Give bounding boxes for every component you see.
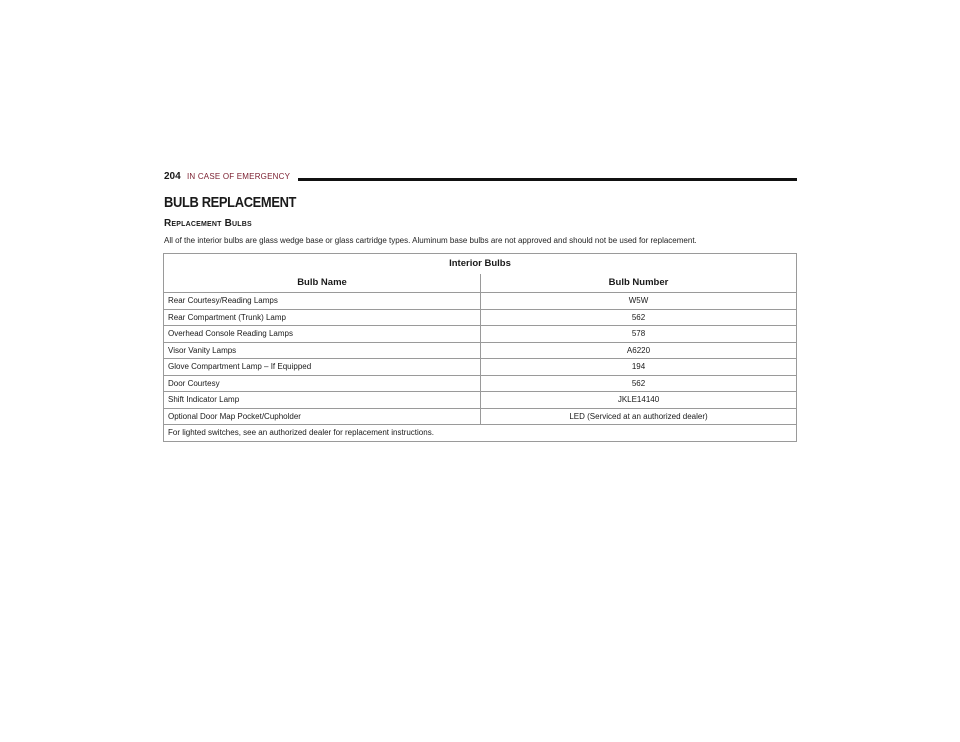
interior-bulbs-table (163, 253, 797, 442)
table-row (164, 392, 797, 409)
table-row (164, 293, 797, 310)
column-header-bulb-name: Bulb Name (164, 274, 481, 293)
table-row (164, 342, 797, 359)
bulb-number-cell: JKLE14140 (481, 392, 797, 409)
table-footnote: For lighted switches, see an authorized dealer for replacement instructions. (164, 425, 797, 442)
bulb-number-cell: A6220 (481, 342, 797, 359)
bulb-name-cell: Rear Courtesy/Reading Lamps (164, 293, 481, 310)
subsection-title: Replacement Bulbs (164, 218, 252, 229)
bulb-name-cell: Door Courtesy (164, 375, 481, 392)
table-row (164, 326, 797, 343)
page-number: 204 (164, 171, 181, 182)
bulb-number-cell: 578 (481, 326, 797, 343)
table-footnote-row (164, 425, 797, 442)
header-rule (298, 178, 797, 181)
table-title-row (164, 254, 797, 275)
bulb-number-cell: W5W (481, 293, 797, 310)
column-header-bulb-number: Bulb Number (481, 274, 797, 293)
bulb-number-cell: 562 (481, 309, 797, 326)
table-header-row (164, 274, 797, 293)
table-row (164, 375, 797, 392)
bulb-name-cell: Shift Indicator Lamp (164, 392, 481, 409)
bulb-name-cell: Optional Door Map Pocket/Cupholder (164, 408, 481, 425)
table-row (164, 309, 797, 326)
bulb-name-cell: Rear Compartment (Trunk) Lamp (164, 309, 481, 326)
page-header (164, 171, 797, 187)
bulb-name-cell: Visor Vanity Lamps (164, 342, 481, 359)
table-row (164, 408, 797, 425)
intro-paragraph: All of the interior bulbs are glass wedge base or glass cartridge types. Aluminum base bulbs are not approved and should not be used for replacement. (164, 236, 697, 245)
table-title: Interior Bulbs (164, 254, 797, 275)
bulb-name-cell: Glove Compartment Lamp – If Equipped (164, 359, 481, 376)
table-row (164, 359, 797, 376)
section-name: IN CASE OF EMERGENCY (187, 172, 291, 181)
chapter-title: BULB REPLACEMENT (164, 194, 297, 211)
bulb-number-cell: LED (Serviced at an authorized dealer) (481, 408, 797, 425)
bulb-name-cell: Overhead Console Reading Lamps (164, 326, 481, 343)
bulb-number-cell: 562 (481, 375, 797, 392)
bulb-number-cell: 194 (481, 359, 797, 376)
